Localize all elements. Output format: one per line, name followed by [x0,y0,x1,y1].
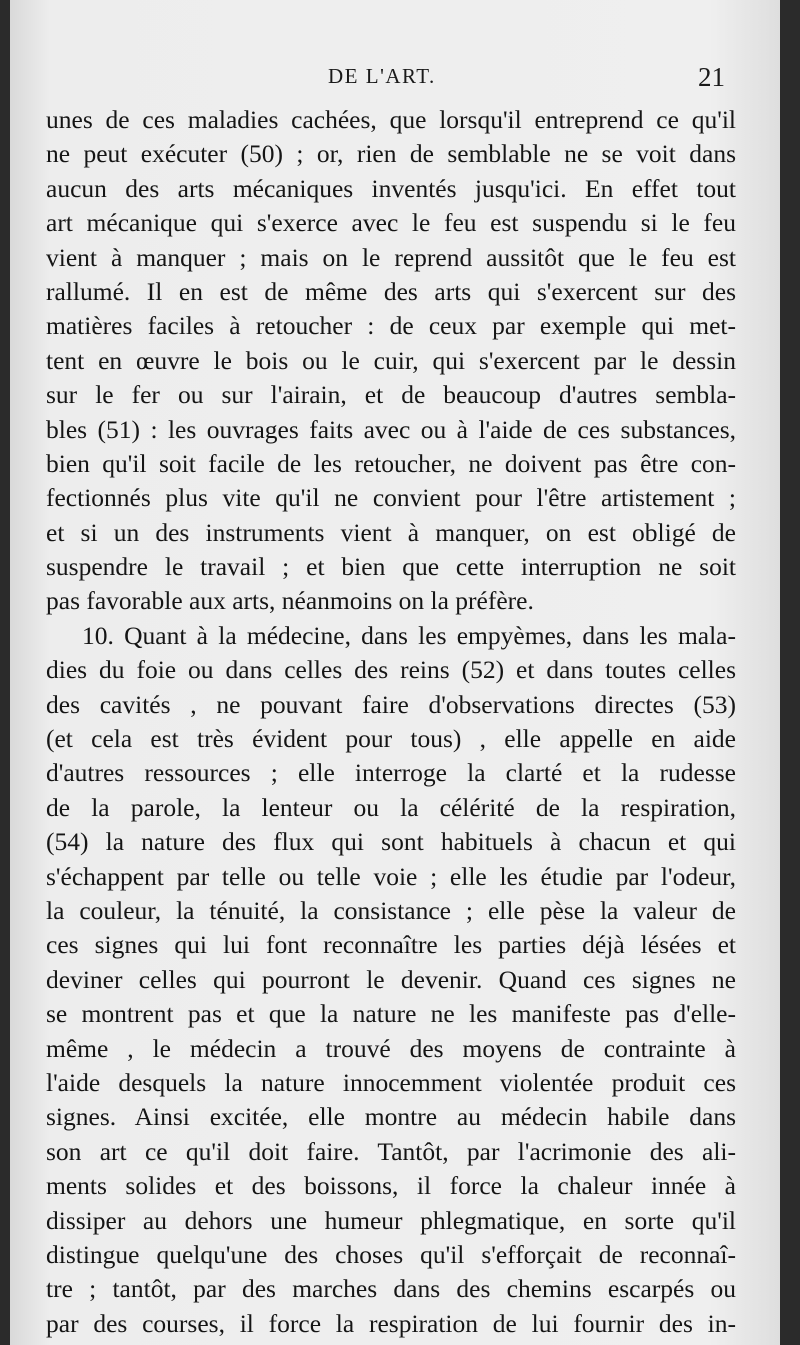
text-line: et si un des instruments vient à manquer, on est obligé de [46,517,736,547]
text-line: distingue quelqu'une des choses qu'il s'efforçait de reconnaî- [46,1239,736,1269]
text-line: vient à manquer ; mais on le reprend aussitôt que le feu est [46,242,736,272]
text-line: l'aide desquels la nature innocemment violentée produit ces [46,1067,736,1097]
text-line: ces signes qui lui font reconnaître les parties déjà lésées et [46,930,736,960]
text-line: ments solides et des boissons, il force la chaleur innée à [46,1171,736,1201]
text-line: son art ce qu'il doit faire. Tantôt, par l'acrimonie des ali- [46,1136,736,1166]
body-text [46,103,736,1341]
text-line: (et cela est très évident pour tous) , elle appelle en aide [46,724,736,754]
paragraph-start-line: 10. Quant à la médecine, dans les empyèmes, dans les mala- [82,620,736,650]
text-line: d'autres ressources ; elle interroge la clarté et la rudesse [46,758,736,788]
text-line: (54) la nature des flux qui sont habituels à chacun et qui [46,827,736,857]
text-line: tre ; tantôt, par des marches dans des chemins escarpés ou [46,1274,736,1304]
text-line: s'échappent par telle ou telle voie ; elle les étudie par l'odeur, [46,861,736,891]
text-line: des cavités , ne pouvant faire d'observations directes (53) [46,689,736,719]
text-line: bles (51) : les ouvrages faits avec ou à l'aide de ces substances, [46,414,736,444]
text-line: de la parole, la lenteur ou la célérité de la respiration, [46,792,736,822]
running-head [10,62,780,96]
text-line: tent en œuvre le bois ou le cuir, qui s'exercent par le dessin [46,345,736,375]
book-page [10,0,780,1345]
text-line: sur le fer ou sur l'airain, et de beaucoup d'autres sembla- [46,380,736,410]
text-line: aucun des arts mécaniques inventés jusqu'ici. En effet tout [46,173,736,203]
text-line: par des courses, il force la respiration de lui fournir des in- [46,1308,736,1338]
text-line: unes de ces maladies cachées, que lorsqu'il entreprend ce qu'il [46,105,736,134]
text-line: rallumé. Il en est de même des arts qui s'exercent sur des [46,276,736,306]
text-line: bien qu'il soit facile de les retoucher, ne doivent pas être con- [46,448,736,478]
text-line: suspendre le travail ; et bien que cette interruption ne soit [46,552,736,582]
text-line: ne peut exécuter (50) ; or, rien de semblable ne se voit dans [46,139,736,169]
running-head-title: DE L'ART. [328,64,436,88]
text-line: la couleur, la ténuité, la consistance ; elle pèse la valeur de [46,895,736,925]
paragraph-end-line: pas favorable aux arts, néanmoins on la préfère. [46,586,534,616]
page-number: 21 [698,62,725,92]
text-line: matières faciles à retoucher : de ceux par exemple qui met- [46,311,736,341]
text-line: se montrent pas et que la nature ne les manifeste pas d'elle- [46,999,736,1029]
text-line: signes. Ainsi excitée, elle montre au médecin habile dans [46,1102,736,1132]
text-line: dies du foie ou dans celles des reins (52) et dans toutes celles [46,655,736,685]
text-line: dissiper au dehors une humeur phlegmatique, en sorte qu'il [46,1205,736,1235]
text-line: art mécanique qui s'exerce avec le feu est suspendu si le feu [46,208,736,238]
text-line: fectionnés plus vite qu'il ne convient pour l'être artistement ; [46,483,736,513]
text-line: deviner celles qui pourront le devenir. Quand ces signes ne [46,964,736,994]
text-line: même , le médecin a trouvé des moyens de contrainte à [46,1033,736,1063]
